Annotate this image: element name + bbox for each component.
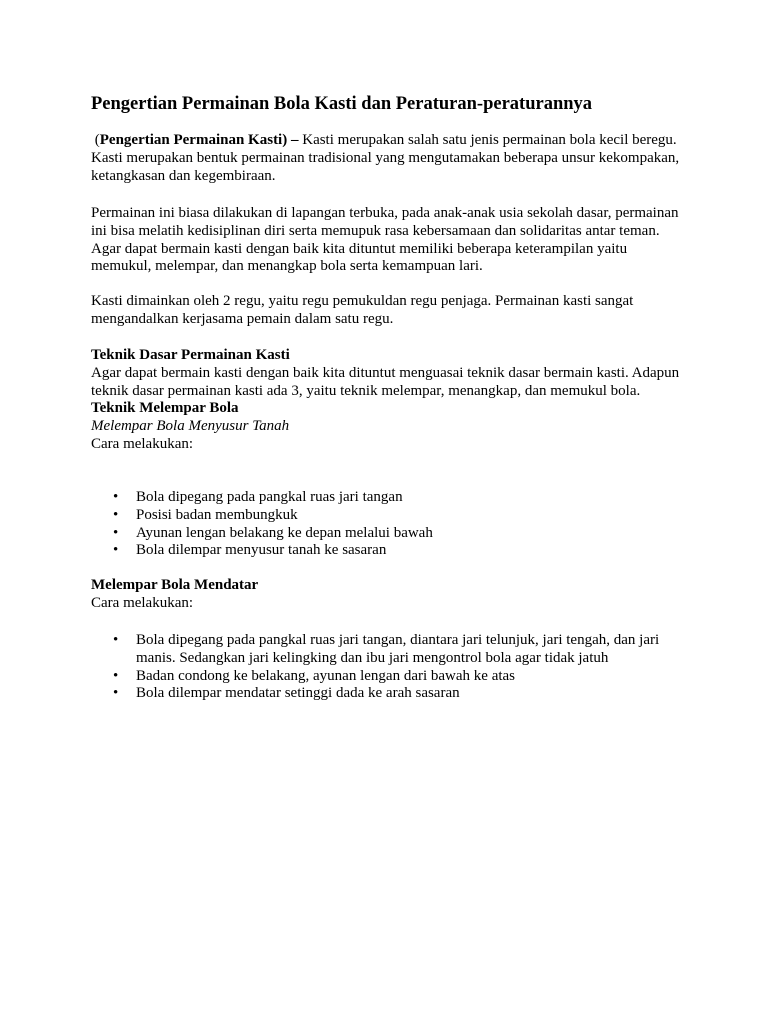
list-item: [91, 632, 691, 668]
list-item-text: Bola dipegang pada pangkal ruas jari tangan: [136, 489, 403, 505]
intro-paragraph: [91, 132, 691, 185]
flat-steps-list: [91, 632, 691, 703]
intro-close-dash: ) –: [282, 132, 299, 148]
list-item-text: Bola dilempar menyusur tanah ke sasaran: [136, 542, 387, 559]
list-item-text: Posisi badan membungkuk: [136, 506, 298, 523]
bullet-icon: •: [113, 542, 119, 559]
bullet-icon: •: [113, 524, 119, 541]
bullet-icon: •: [113, 685, 119, 702]
list-item: [91, 507, 691, 525]
list-item: [91, 685, 691, 703]
section-flat-how-label: Cara melakukan:: [91, 594, 194, 611]
intro-bold-term: Pengertian Permainan Kasti: [99, 132, 283, 148]
section-flat-throw: [91, 577, 691, 613]
paragraph-3: Kasti dimainkan oleh 2 regu, yaitu regu pemukuldan regu penjaga. Permainan kasti sangat mengandalkan kerjasama pemain dalam satu regu.: [91, 293, 634, 327]
section-throw-how-label: Cara melakukan:: [91, 435, 194, 452]
throw-steps-list: [91, 489, 691, 560]
bullet-icon: •: [113, 506, 119, 523]
section-basic-technique: [91, 347, 691, 454]
section-flat-heading: Melempar Bola Mendatar: [91, 577, 259, 593]
section-throw-subheading: Melempar Bola Menyusur Tanah: [91, 418, 290, 435]
list-item-text: Badan condong ke belakang, ayunan lengan dari bawah ke atas: [136, 667, 516, 684]
bullet-icon: •: [113, 632, 119, 648]
section-basic-text: Agar dapat bermain kasti dengan baik kita dituntut menguasai teknik dasar bermain kasti. Adapun teknik dasar permainan kasti ada 3, yaitu teknik melempar, menangkap, dan memukul bola.: [91, 364, 680, 399]
intro-rest: Kasti merupakan salah satu jenis permainan bola kecil beregu. Kasti merupakan bentuk permainan tradisional yang mengutamakan beberapa unsur kekompakan, ketangkasan dan kegembiraan.: [91, 132, 680, 184]
list-item-text: Ayunan lengan belakang ke depan melalui bawah: [136, 524, 433, 541]
bullet-icon: •: [113, 489, 119, 505]
list-item-text: Bola dilempar mendatar setinggi dada ke arah sasaran: [136, 685, 460, 702]
document-title: Pengertian Permainan Bola Kasti dan Peraturan-peraturannya: [91, 94, 593, 114]
list-item: [91, 489, 691, 507]
section-basic-heading: Teknik Dasar Permainan Kasti: [91, 347, 290, 363]
list-item-text: Bola dipegang pada pangkal ruas jari tangan, diantara jari telunjuk, jari tengah, dan jari manis. Sedangkan jari kelingking dan ibu jari mengontrol bola agar tidak jatuh: [136, 632, 660, 666]
bullet-icon: •: [113, 667, 119, 684]
list-item: [91, 668, 691, 686]
paragraph-2: Permainan ini biasa dilakukan di lapangan terbuka, pada anak-anak usia sekolah dasar, permainan ini bisa melatih kedisiplinan diri serta memupuk rasa kebersamaan dan solidaritas antar teman. Agar dapat bermain kasti dengan baik kita dituntut memiliki beberapa keterampilan yaitu memukul, melempar, dan menangkap bola serta kemampuan lari.: [91, 205, 679, 275]
list-item: [91, 525, 691, 543]
section-throw-heading: Teknik Melempar Bola: [91, 400, 239, 417]
list-item: [91, 542, 691, 560]
intro-open-paren: (: [94, 132, 100, 148]
